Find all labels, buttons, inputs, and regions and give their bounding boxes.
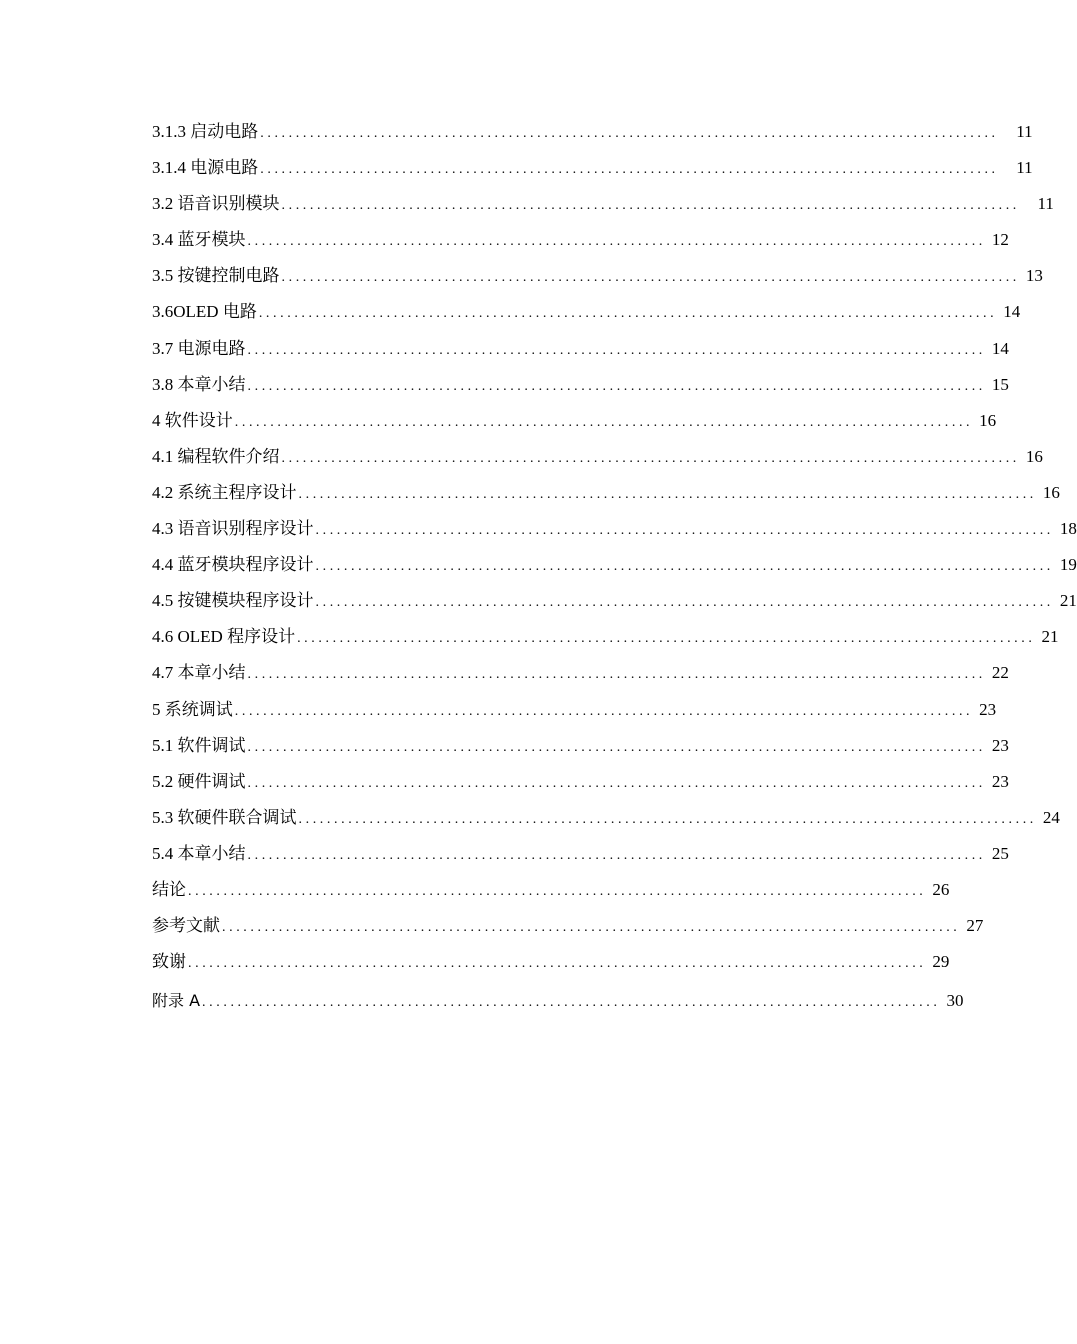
toc-entry-page: 13 (1025, 266, 1043, 286)
toc-entry-label: 4 软件设计 (152, 410, 233, 430)
toc-entry-page: 23 (991, 735, 1009, 755)
dot-leader: ........................................................................................................ (234, 703, 974, 719)
toc-entry-page: 23 (979, 699, 997, 719)
toc-entry-label: 3.5 按键控制电路 (152, 266, 280, 286)
dot-leader: ........................................................................................................ (234, 414, 974, 430)
toc-entry-label: 3.2 语音识别模块 (152, 194, 280, 214)
toc-entry[interactable] (152, 367, 1009, 403)
dot-leader: ........................................................................................................ (297, 631, 1036, 647)
toc-entry[interactable] (152, 908, 984, 944)
dot-leader: ........................................................................................................ (281, 270, 1020, 286)
toc-entry-page: 15 (991, 374, 1009, 394)
toc-entry-page: 23 (991, 771, 1009, 791)
toc-entry-label: 致谢 (152, 952, 186, 972)
dot-leader: ........................................................................................................ (315, 523, 1054, 539)
toc-entry[interactable] (152, 764, 1009, 800)
toc-entry-page: 25 (991, 843, 1009, 863)
toc-entry-label: 4.5 按键模块程序设计 (152, 591, 314, 611)
toc-entry-label: 3.1.3 启动电路 (152, 122, 259, 141)
toc-entry[interactable] (152, 475, 1060, 511)
dot-leader: ........................................................................................................ (222, 920, 961, 936)
toc-entry[interactable] (152, 655, 1009, 691)
toc-entry-page: 16 (979, 410, 997, 430)
toc-entry[interactable] (152, 331, 1009, 367)
toc-entry-page: 24 (1042, 807, 1060, 827)
dot-leader: ........................................................................................................ (247, 342, 986, 358)
toc-entry-page: 11 (1016, 158, 1033, 178)
toc-entry[interactable] (152, 800, 1060, 836)
toc-entry-page: 30 (946, 991, 964, 1011)
toc-entry[interactable] (152, 692, 997, 728)
toc-entry[interactable] (152, 150, 1033, 186)
dot-leader: ........................................................................................................ (281, 450, 1020, 466)
toc-entry[interactable] (152, 114, 1033, 150)
toc-entry-label: 5.2 硬件调试 (152, 771, 246, 791)
toc-entry-label: 参考文献 (152, 916, 220, 936)
toc-entry-page: 11 (1037, 194, 1054, 214)
dot-leader: ........................................................................................................ (298, 811, 1037, 827)
toc-entry[interactable] (152, 294, 1021, 330)
toc-entry-label: 5 系统调试 (152, 699, 233, 719)
toc-entry-label: 3.8 本章小结 (152, 374, 246, 394)
toc-entry-page: 16 (1042, 482, 1060, 502)
toc-entry[interactable] (152, 186, 1054, 222)
dot-leader: ........................................................................................................ (188, 883, 927, 899)
toc-entry[interactable] (152, 728, 1009, 764)
toc-entry-page: 26 (932, 879, 950, 899)
toc-entry[interactable] (152, 403, 997, 439)
toc-entry-page: 18 (1059, 519, 1077, 539)
toc-entry-label: 5.3 软硬件联合调试 (152, 807, 297, 827)
toc-entry-label: 结论 (152, 879, 186, 899)
dot-leader: ........................................................................................................ (281, 198, 1020, 214)
toc-entry-page: 14 (1003, 302, 1021, 322)
dot-leader: ........................................................................................................ (260, 126, 999, 141)
toc-entry[interactable] (152, 439, 1043, 475)
toc-entry[interactable] (152, 258, 1043, 294)
toc-entry-label: 4.1 编程软件介绍 (152, 446, 280, 466)
toc-entry-page: 19 (1059, 555, 1077, 575)
toc-entry[interactable] (152, 547, 1077, 583)
toc-entry-page: 29 (932, 952, 950, 972)
toc-entry-label: 附录 A (152, 991, 201, 1011)
toc-entry[interactable] (152, 983, 964, 1019)
dot-leader: ........................................................................................................ (247, 234, 986, 250)
toc-entry-label: 3.7 电源电路 (152, 338, 246, 358)
dot-leader: ........................................................................................................ (247, 775, 986, 791)
toc-entry-page: 22 (991, 663, 1009, 683)
dot-leader: ........................................................................................................ (247, 847, 986, 863)
toc-entry-page: 12 (991, 230, 1009, 250)
toc-entry-page: 27 (966, 916, 984, 936)
toc-entry-page: 21 (1041, 627, 1059, 647)
toc-entry-page: 14 (991, 338, 1009, 358)
dot-leader: ........................................................................................................ (315, 559, 1054, 575)
toc-entry-label: 3.4 蓝牙模块 (152, 230, 246, 250)
toc-entry-page: 16 (1025, 446, 1043, 466)
toc-entry-label: 4.4 蓝牙模块程序设计 (152, 555, 314, 575)
toc-entry-page: 21 (1059, 591, 1077, 611)
dot-leader: ........................................................................................................ (298, 486, 1037, 502)
dot-leader: ........................................................................................................ (260, 162, 999, 178)
dot-leader: ........................................................................................................ (247, 667, 986, 683)
toc-entry-label: 4.6 OLED 程序设计 (152, 627, 296, 647)
table-of-contents (152, 114, 1077, 1019)
toc-entry[interactable] (152, 872, 950, 908)
toc-entry-label: 4.2 系统主程序设计 (152, 482, 297, 502)
toc-entry-label: 4.3 语音识别程序设计 (152, 519, 314, 539)
toc-entry-label: 5.4 本章小结 (152, 843, 246, 863)
toc-entry-label: 3.1.4 电源电路 (152, 158, 259, 178)
dot-leader: ........................................................................................................ (202, 995, 941, 1011)
toc-entry[interactable] (152, 944, 950, 980)
toc-entry-label: 3.6OLED 电路 (152, 302, 257, 322)
toc-entry-label: 5.1 软件调试 (152, 735, 246, 755)
toc-entry[interactable] (152, 583, 1077, 619)
dot-leader: ........................................................................................................ (188, 956, 927, 972)
toc-entry[interactable] (152, 619, 1059, 655)
toc-entry[interactable] (152, 222, 1009, 258)
toc-entry[interactable] (152, 511, 1077, 547)
dot-leader: ........................................................................................................ (247, 378, 986, 394)
toc-entry-page: 11 (1016, 122, 1033, 141)
toc-entry-label: 4.7 本章小结 (152, 663, 246, 683)
dot-leader: ........................................................................................................ (315, 595, 1054, 611)
toc-entry[interactable] (152, 836, 1009, 872)
dot-leader: ........................................................................................................ (258, 306, 998, 322)
dot-leader: ........................................................................................................ (247, 739, 986, 755)
